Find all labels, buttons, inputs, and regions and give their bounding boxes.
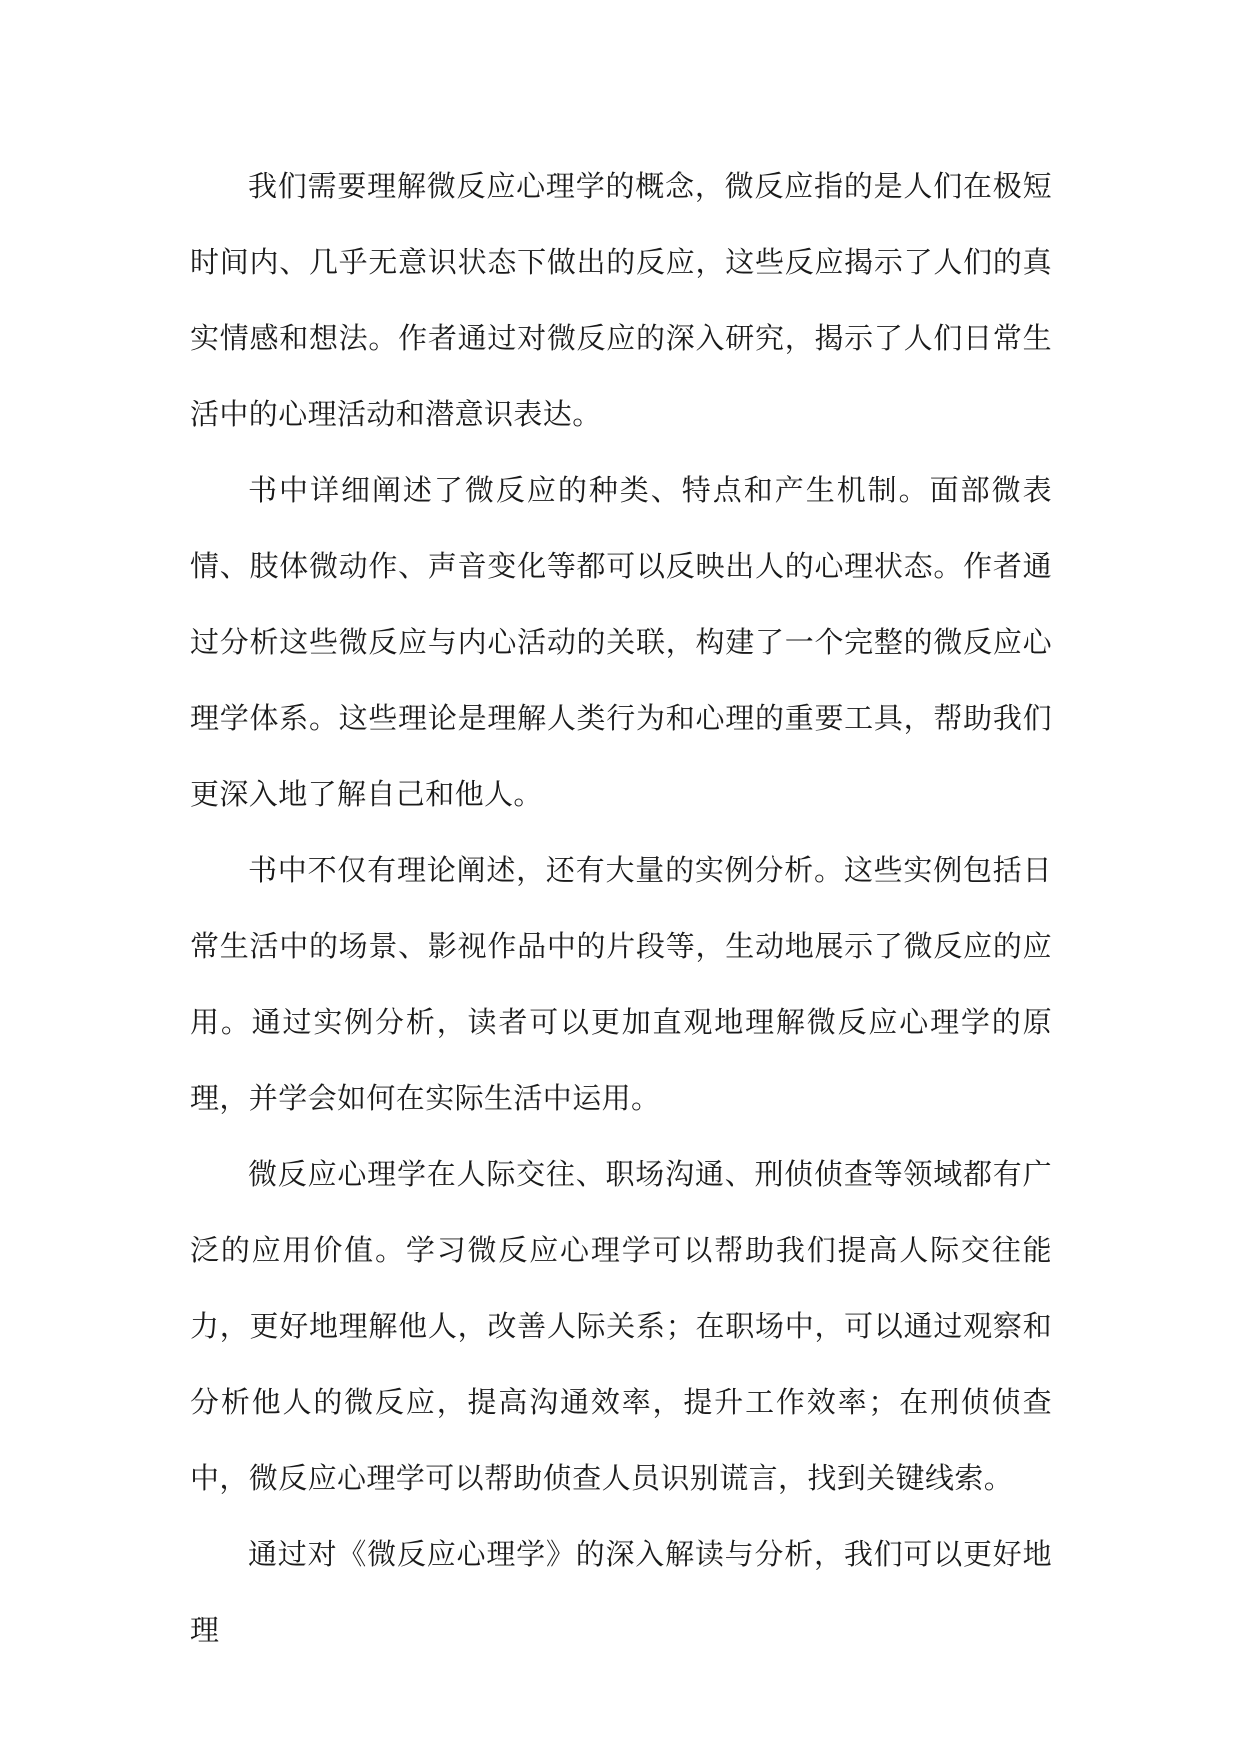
paragraph-conclusion: 通过对《微反应心理学》的深入解读与分析，我们可以更好地理	[190, 1537, 1052, 1647]
paragraph-application-value: 微反应心理学在人际交往、职场沟通、刑侦侦查等领域都有广泛的应用价值。学习微反应心理学可以帮助我们提高人际交往能力，更好地理解他人，改善人际关系；在职场中，可以通过观察和分析他人的微反应，提高沟通效率，提升工作效率；在刑侦侦查中，微反应心理学可以帮助侦查人员识别谎言，找到关键线索。	[190, 1157, 1052, 1495]
document-body	[190, 148, 1052, 1668]
paragraph-case-analysis: 书中不仅有理论阐述，还有大量的实例分析。这些实例包括日常生活中的场景、影视作品中的片段等，生动地展示了微反应的应用。通过实例分析，读者可以更加直观地理解微反应心理学的原理，并学会如何在实际生活中运用。	[190, 853, 1052, 1115]
paragraph-types-and-mechanisms: 书中详细阐述了微反应的种类、特点和产生机制。面部微表情、肢体微动作、声音变化等都可以反映出人的心理状态。作者通过分析这些微反应与内心活动的关联，构建了一个完整的微反应心理学体系。这些理论是理解人类行为和心理的重要工具，帮助我们更深入地了解自己和他人。	[190, 473, 1052, 811]
paragraph-micro-reaction-concept: 我们需要理解微反应心理学的概念，微反应指的是人们在极短时间内、几乎无意识状态下做出的反应，这些反应揭示了人们的真实情感和想法。作者通过对微反应的深入研究，揭示了人们日常生活中的心理活动和潜意识表达。	[190, 169, 1052, 431]
